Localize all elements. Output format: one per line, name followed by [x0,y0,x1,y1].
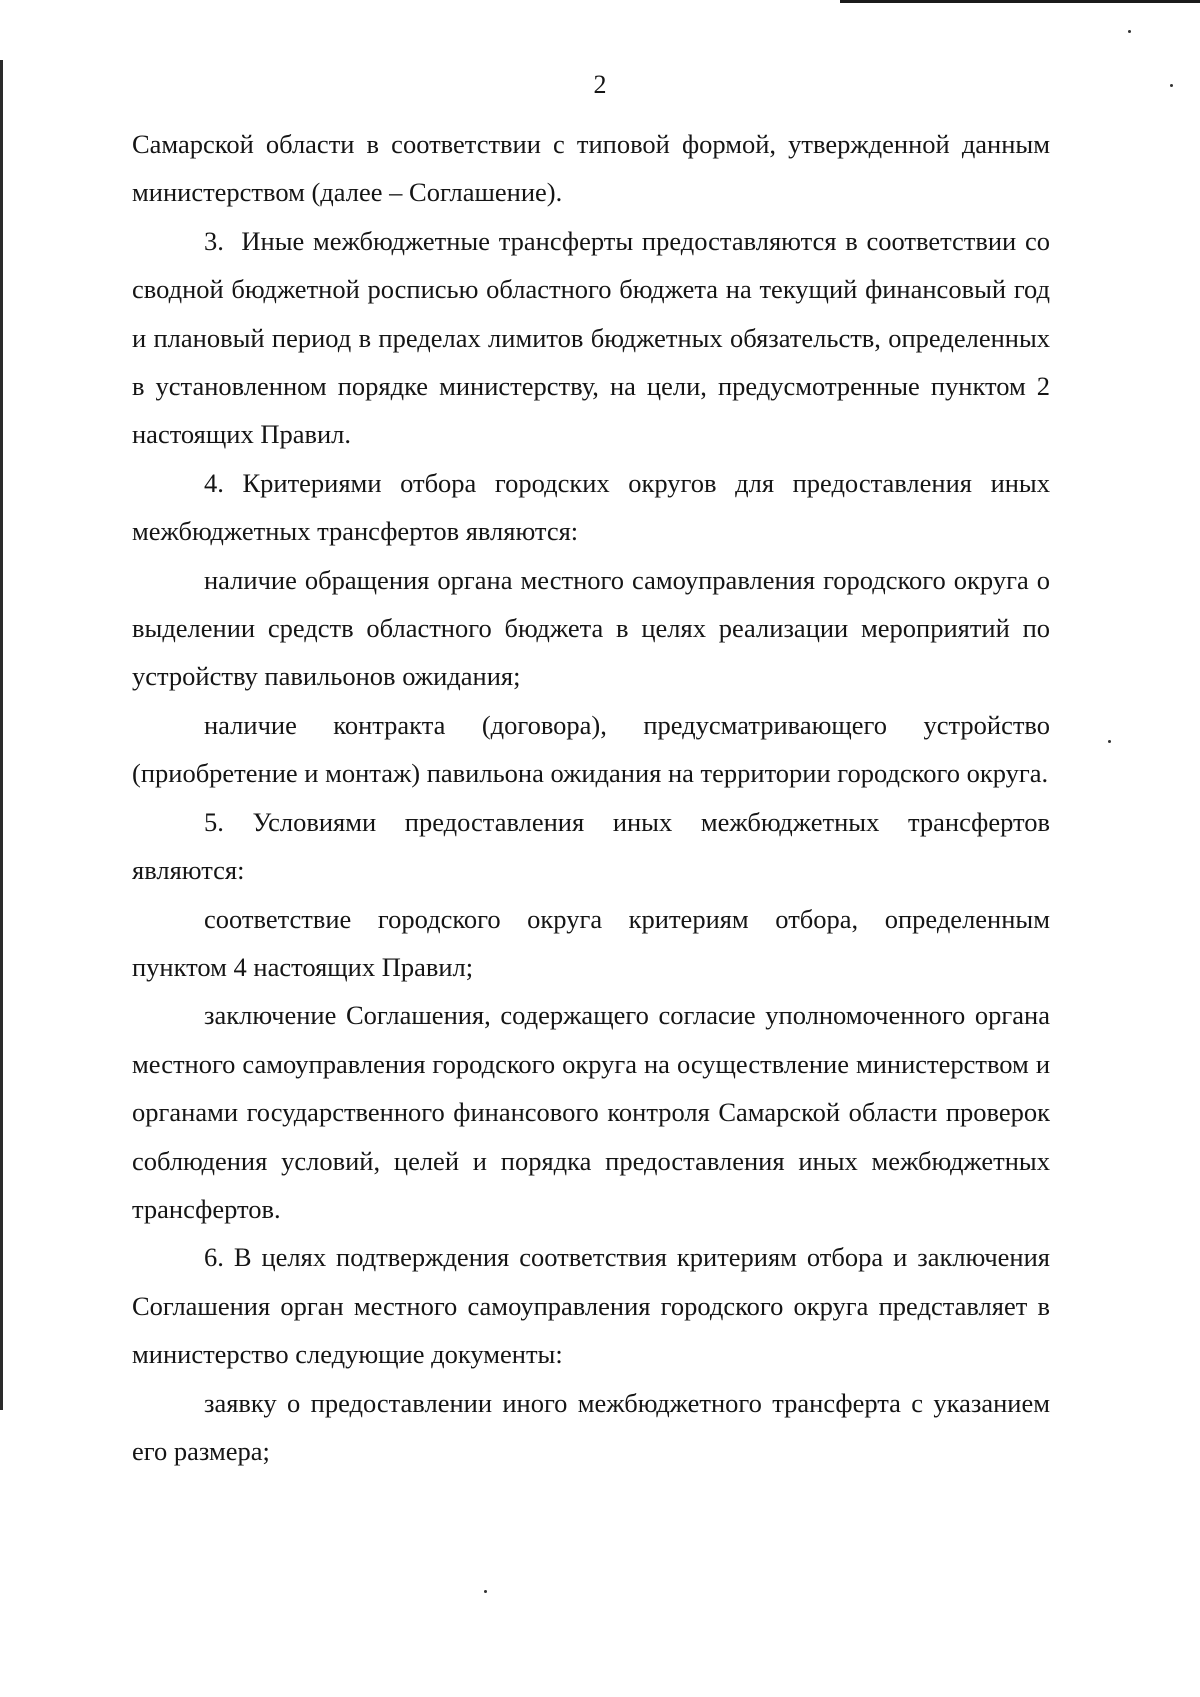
page-number: 2 [593,70,607,99]
scan-speck [484,1590,487,1593]
paragraph-item-5: 5. Условиями предоставления иных межбюджетных трансфертов являются: [132,806,1050,886]
paragraph-document-1: заявку о предоставлении иного межбюджетного трансферта с указанием его размера; [132,1387,1050,1466]
paragraph-item-6: 6. В целях подтверждения соответствия критериям отбора и заключения Соглашения орган местного самоуправления городского округа представляет в министерство следующие документы: [132,1242,1050,1370]
scan-speck [1128,30,1131,33]
paragraph-condition-2: заключение Соглашения, содержащего согласие уполномоченного органа местного самоуправления городского округа на осуществление министерством и органами государственного финансового контроля Самарской области проверок соблюдения условий, целей и порядка предоставления иных межбюджетных трансфертов. [132,1000,1050,1224]
scan-speck [1108,740,1111,743]
paragraph-criterion-2: наличие контракта (договора), предусматривающего устройство (приобретение и монтаж) павильона ожидания на территории городского округа. [132,709,1050,789]
paragraph: Самарской области в соответствии с типовой формой, утвержденной данным министерством (далее – Соглашение). [132,129,1050,208]
scan-edge-left [0,60,3,1410]
paragraph-criterion-1: наличие обращения органа местного самоуправления городского округа о выделении средств областного бюджета в целях реализации мероприятий по устройству павильонов ожидания; [132,564,1050,692]
paragraph-item-3: 3. Иные межбюджетные трансферты предоставляются в соответствии со сводной бюджетной росписью областного бюджета на текущий финансовый год и плановый период в пределах лимитов бюджетных обязательств, определенных в установленном порядке министерству, на цели, предусмотренные пунктом 2 настоящих Правил. [132,225,1050,450]
paragraph-condition-1: соответствие городского округа критериям отбора, определенным пунктом 4 настоящих Правил; [132,903,1050,982]
paragraph-item-4: 4. Критериями отбора городских округов для предоставления иных межбюджетных трансфертов являются: [132,467,1050,547]
scan-edge-top [840,0,1200,3]
document-body [132,120,1050,1475]
